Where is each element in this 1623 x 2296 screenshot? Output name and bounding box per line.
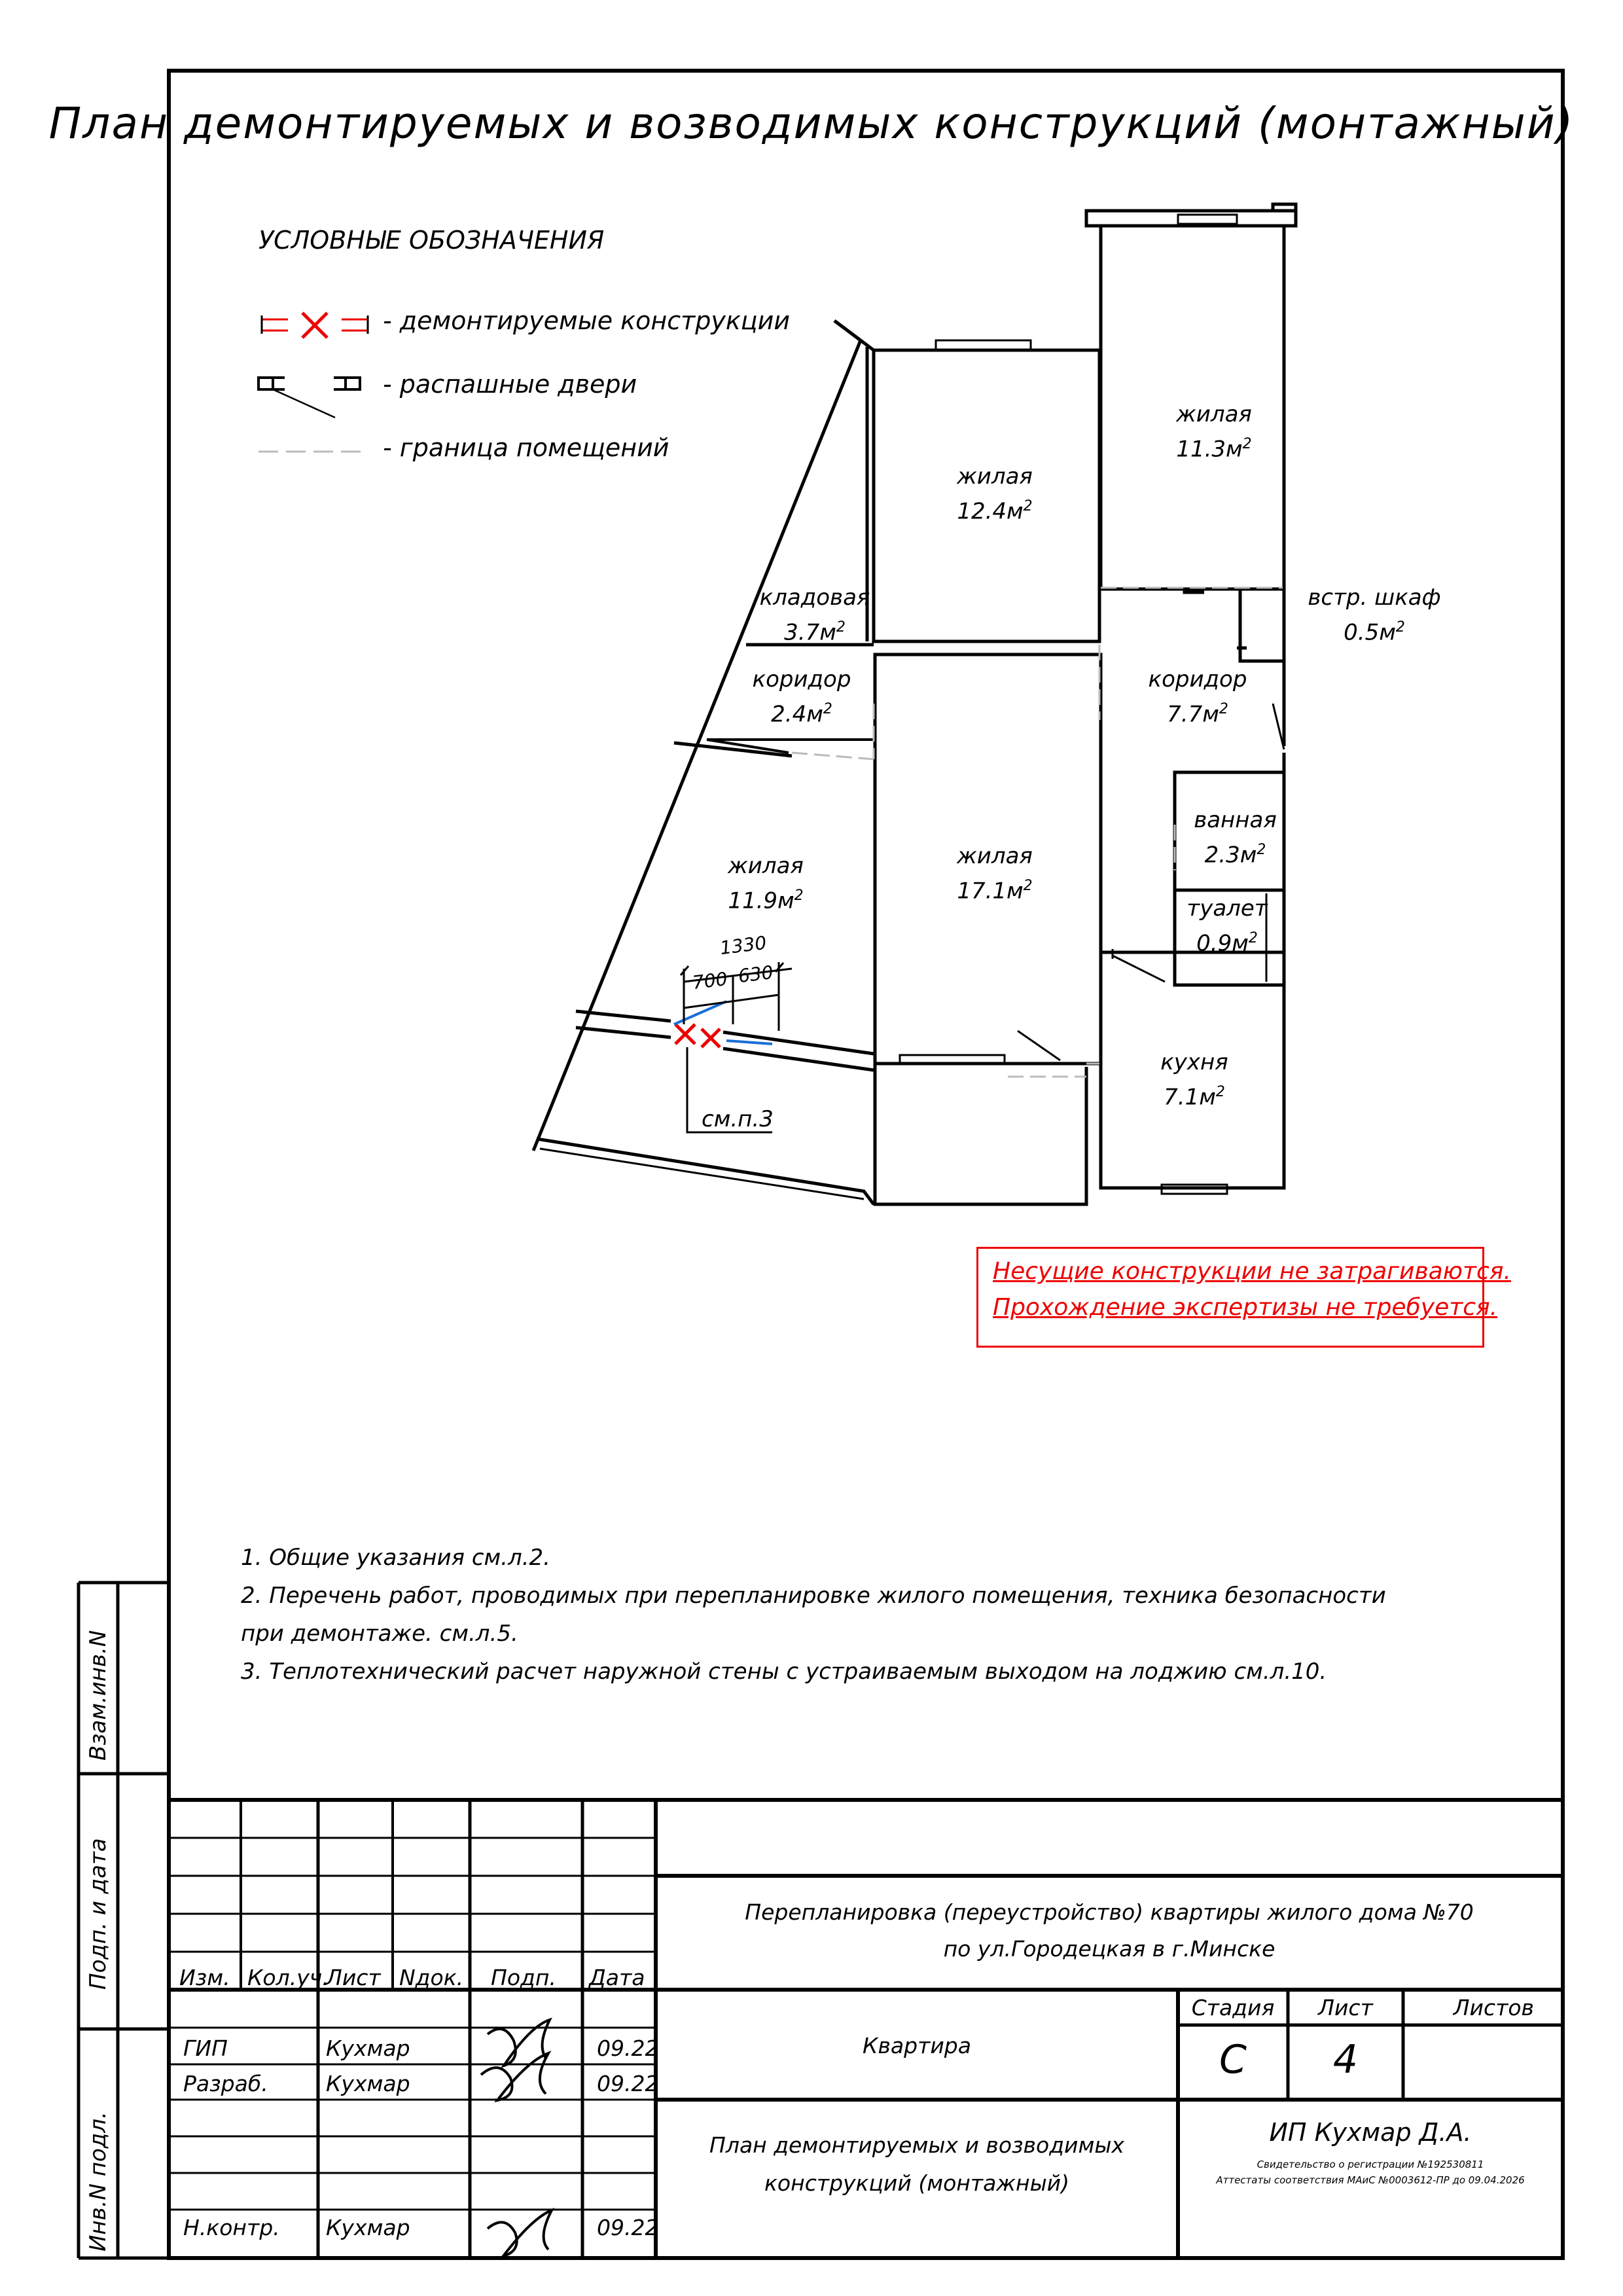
room-label: коридор $2.4м^2$ bbox=[752, 666, 851, 728]
side-label-podp: Подп. и дата bbox=[85, 1838, 111, 1990]
dimension-left: 700 bbox=[691, 967, 729, 994]
built-in-closet bbox=[1240, 589, 1284, 661]
tb-sheet-title2: конструкций (монтажный) bbox=[764, 2170, 1069, 2196]
callout-label: см.п.3 bbox=[702, 1106, 774, 1132]
tb-name: Кухмар bbox=[326, 2036, 410, 2061]
room-label: жилая $17.1м^2$ bbox=[957, 843, 1033, 905]
demolition-marks bbox=[674, 1001, 772, 1047]
tb-project-line2: по ул.Городецкая в г.Минске bbox=[943, 1936, 1275, 1962]
note-line: 3. Теплотехнический расчет наружной стены с устраиваемым выходом на лоджию см.л.10. bbox=[241, 1659, 1327, 1685]
tb-stage-label: Стадия bbox=[1191, 1995, 1275, 2020]
tb-cert1: Свидетельство о регистрации №192530811 bbox=[1257, 2159, 1484, 2170]
tb-cert2: Аттестаты соответствия МАиС №0003612-ПР до 09.04.2026 bbox=[1216, 2174, 1525, 2186]
legend-item-demolished: - демонтируемые конструкции bbox=[383, 306, 791, 335]
legend-item-swing-door: - распашные двери bbox=[383, 370, 637, 399]
swing-door-icon bbox=[259, 378, 360, 418]
tb-sheets-label: Листов bbox=[1453, 1995, 1534, 2020]
tb-date: 09.22 bbox=[597, 2215, 659, 2240]
note-line: при демонтаже. см.л.5. bbox=[241, 1621, 518, 1647]
tb-header: Лист bbox=[326, 1965, 381, 1990]
note-line: 1. Общие указания см.л.2. bbox=[241, 1545, 550, 1571]
tb-sheet-value: 4 bbox=[1332, 2037, 1359, 2083]
warning-line: Прохождение экспертизы не требуется. bbox=[993, 1294, 1498, 1321]
tb-date: 09.22 bbox=[597, 2036, 659, 2061]
warning-box bbox=[976, 1247, 1511, 1348]
side-label-vzam: Взам.инв.N bbox=[85, 1630, 111, 1761]
room-label: кухня $7.1м^2$ bbox=[1160, 1049, 1228, 1111]
signature-marks bbox=[481, 2020, 552, 2256]
room-label: жилая $11.3м^2$ bbox=[1176, 401, 1252, 463]
legend-item-room-boundary: - граница помещений bbox=[383, 433, 669, 462]
tb-sheet-title1: План демонтируемых и возводимых bbox=[709, 2132, 1124, 2158]
dimension-right: 630 bbox=[737, 961, 775, 988]
demolished-wall-icon bbox=[262, 313, 368, 338]
window-top-middle bbox=[936, 340, 1031, 350]
tb-role: Н.контр. bbox=[183, 2215, 280, 2240]
tb-date: 09.22 bbox=[597, 2071, 659, 2096]
room-label: жилая $12.4м^2$ bbox=[957, 463, 1033, 525]
room-label: кладовая $3.7м^2$ bbox=[759, 584, 870, 646]
tb-sheet-label: Лист bbox=[1318, 1995, 1373, 2020]
tb-stage-value: С bbox=[1219, 2037, 1247, 2083]
room-label: встр. шкаф $0.5м^2$ bbox=[1308, 584, 1441, 646]
tb-header: Изм. bbox=[179, 1965, 230, 1990]
tb-name: Кухмар bbox=[326, 2071, 410, 2096]
side-label-inv: Инв.N подл. bbox=[85, 2111, 111, 2251]
room-label: жилая $11.9м^2$ bbox=[728, 853, 804, 914]
drawing-title: План демонтируемых и возводимых конструкций (монтажный) bbox=[48, 98, 1575, 149]
room-label: туалет $0.9м^2$ bbox=[1186, 895, 1268, 957]
tb-company: ИП Кухмар Д.А. bbox=[1269, 2118, 1472, 2147]
tb-header: Кол.уч. bbox=[247, 1965, 329, 1990]
tb-header: Подп. bbox=[491, 1965, 556, 1990]
warning-line: Несущие конструкции не затрагиваются. bbox=[993, 1258, 1511, 1285]
tb-role: Разраб. bbox=[183, 2071, 268, 2096]
tb-header: Дата bbox=[589, 1965, 645, 1990]
room-label: ванная $2.3м^2$ bbox=[1194, 807, 1277, 869]
tb-name: Кухмар bbox=[326, 2215, 410, 2240]
loggia-walls bbox=[875, 1064, 1086, 1204]
room-label: коридор $7.7м^2$ bbox=[1148, 666, 1247, 728]
tb-header: Nдок. bbox=[399, 1965, 464, 1990]
note-line: 2. Перечень работ, проводимых при перепланировке жилого помещения, техника безопасности bbox=[241, 1583, 1386, 1609]
tb-object: Квартира bbox=[863, 2033, 971, 2058]
legend-heading: УСЛОВНЫЕ ОБОЗНАЧЕНИЯ bbox=[259, 226, 605, 255]
tb-project-line1: Перепланировка (переустройство) квартиры жилого дома №70 bbox=[745, 1899, 1474, 1925]
tb-role: ГИП bbox=[183, 2036, 228, 2061]
dimension-total: 1330 bbox=[719, 931, 768, 960]
